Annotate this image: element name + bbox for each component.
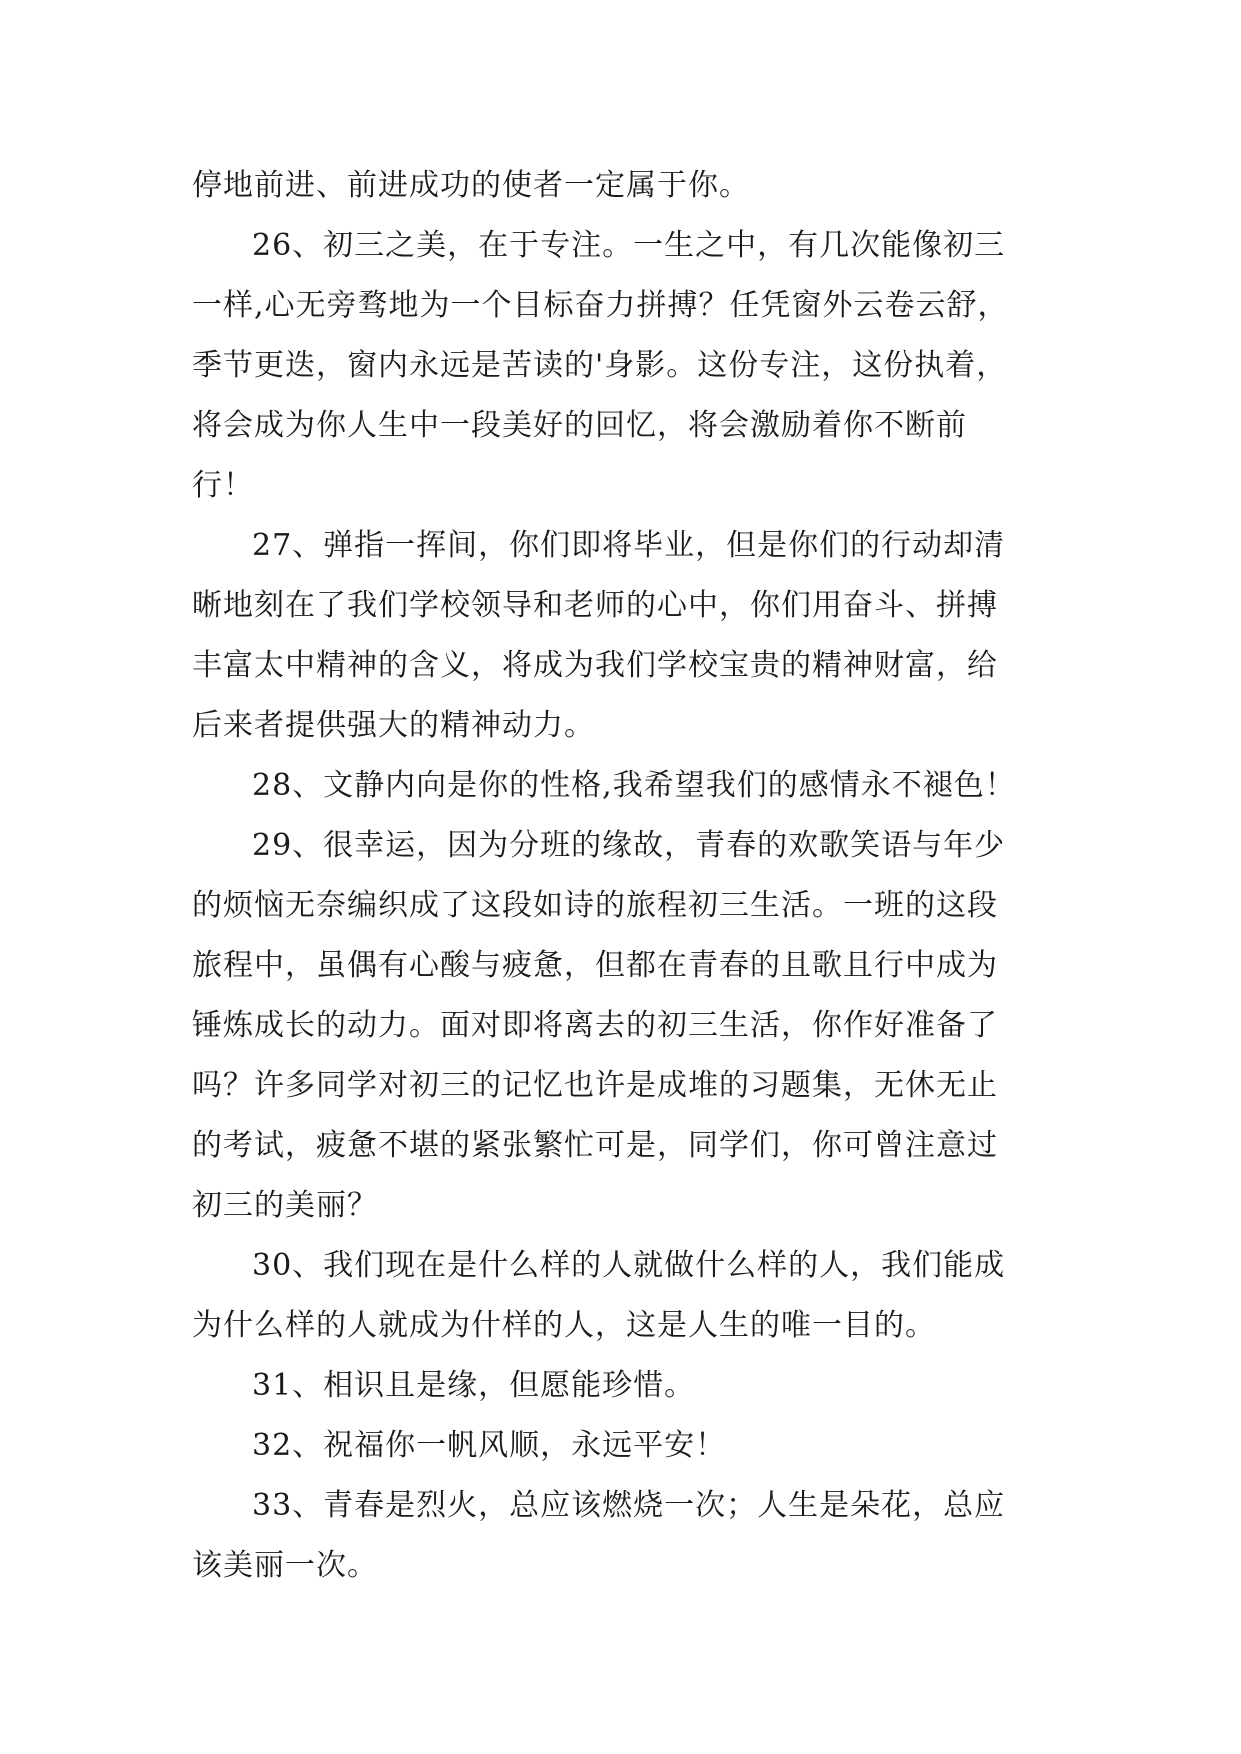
paragraph-31: 31、相识且是缘，但愿能珍惜。: [252, 1368, 696, 1403]
paragraph-33: 33、青春是烈火，总应该燃烧一次；人生是朵花，总应 该美丽一次。: [192, 1488, 1006, 1583]
paragraph-continuation: 停地前进、前进成功的使者一定属于你。: [192, 168, 750, 203]
document-body: [192, 156, 1072, 1596]
paragraph-28: 28、文静内向是你的性格,我希望我们的感情永不褪色！: [252, 768, 1016, 803]
paragraph-29: 29、很幸运，因为分班的缘故，青春的欢歌笑语与年少 的烦恼无奈编织成了这段如诗的旅程初三生活。一班的这段 旅程中，虽偶有心酸与疲惫，但都在青春的且歌且行中成为 锤炼成长的动力。面对即将离去的初三生活，你作好准备了 吗？许多同学对初三的记忆也许是成堆的习题集，无休无止 的考试，疲惫不堪的紧张繁忙可是，同学们，你可曾注意过 初三的美丽？: [192, 828, 1006, 1223]
paragraph-27: 27、弹指一挥间，你们即将毕业，但是你们的行动却清 晰地刻在了我们学校领导和老师的心中，你们用奋斗、拼搏 丰富太中精神的含义，将成为我们学校宝贵的精神财富，给 后来者提供强大的精神动力。: [192, 528, 1006, 743]
paragraph-30: 30、我们现在是什么样的人就做什么样的人，我们能成 为什么样的人就成为什样的人，这是人生的唯一目的。: [192, 1248, 1006, 1343]
paragraph-26: 26、初三之美，在于专注。一生之中，有几次能像初三 一样,心无旁骛地为一个目标奋力拼搏？任凭窗外云卷云舒， 季节更迭，窗内永远是苦读的'身影。这份专注，这份执着， 将会成为你人生中一段美好的回忆，将会激励着你不断前 行！: [192, 228, 1009, 503]
paragraph-32: 32、祝福你一帆风顺，永远平安！: [252, 1428, 727, 1463]
